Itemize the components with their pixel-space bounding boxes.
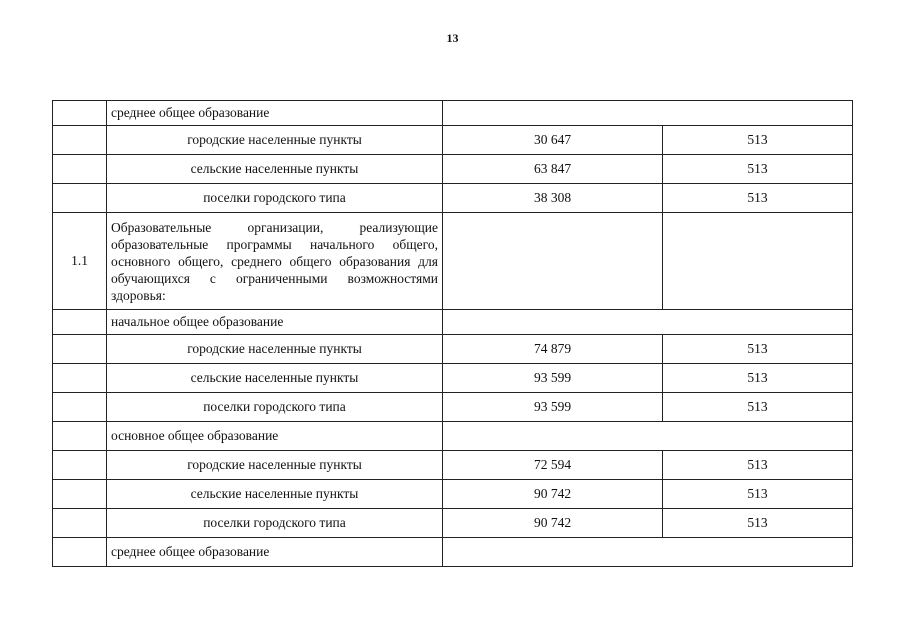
row-label: поселки городского типа	[107, 393, 443, 422]
value-cell: 63 847	[443, 155, 663, 184]
row-index-cell	[53, 422, 107, 451]
row-index-cell	[53, 101, 107, 126]
row-label: поселки городского типа	[107, 509, 443, 538]
value-cell: 513	[663, 126, 853, 155]
empty-cell	[443, 213, 663, 310]
value-cell: 30 647	[443, 126, 663, 155]
category-label: среднее общее образование	[107, 101, 443, 126]
table-row	[53, 509, 853, 538]
table-row	[53, 480, 853, 509]
row-label: городские населенные пункты	[107, 335, 443, 364]
value-cell: 513	[663, 155, 853, 184]
empty-cell	[443, 422, 853, 451]
table-row	[53, 155, 853, 184]
value-cell: 38 308	[443, 184, 663, 213]
value-cell: 93 599	[443, 364, 663, 393]
empty-cell	[663, 213, 853, 310]
row-label: городские населенные пункты	[107, 126, 443, 155]
empty-cell	[443, 101, 853, 126]
table-row	[53, 126, 853, 155]
empty-cell	[443, 538, 853, 567]
table-row	[53, 335, 853, 364]
value-cell: 513	[663, 393, 853, 422]
row-index-cell: 1.1	[53, 213, 107, 310]
table-row	[53, 101, 853, 126]
row-index-cell	[53, 184, 107, 213]
table-row	[53, 422, 853, 451]
cost-table-body	[53, 101, 853, 567]
section-description: Образовательные организации, реализующие образовательные программы начального общего, основного общего, среднего общего образования для обучающихся с ограниченными возможностями здоровья:	[107, 213, 443, 310]
row-index-cell	[53, 364, 107, 393]
row-index-cell	[53, 393, 107, 422]
row-index-cell	[53, 126, 107, 155]
category-label: основное общее образование	[107, 422, 443, 451]
row-index-cell	[53, 155, 107, 184]
row-label: городские населенные пункты	[107, 451, 443, 480]
row-index-cell	[53, 509, 107, 538]
table-row	[53, 184, 853, 213]
table-row	[53, 213, 853, 310]
value-cell: 74 879	[443, 335, 663, 364]
value-cell: 513	[663, 364, 853, 393]
value-cell: 90 742	[443, 480, 663, 509]
row-index-cell	[53, 335, 107, 364]
table-row	[53, 310, 853, 335]
value-cell: 513	[663, 480, 853, 509]
cost-table	[52, 100, 853, 567]
table-row	[53, 451, 853, 480]
empty-cell	[443, 310, 853, 335]
row-index-cell	[53, 538, 107, 567]
value-cell: 93 599	[443, 393, 663, 422]
row-label: сельские населенные пункты	[107, 480, 443, 509]
value-cell: 513	[663, 451, 853, 480]
row-label: поселки городского типа	[107, 184, 443, 213]
value-cell: 513	[663, 335, 853, 364]
row-index-cell	[53, 451, 107, 480]
table-row	[53, 393, 853, 422]
value-cell: 90 742	[443, 509, 663, 538]
row-label: сельские населенные пункты	[107, 155, 443, 184]
value-cell: 72 594	[443, 451, 663, 480]
value-cell: 513	[663, 509, 853, 538]
category-label: начальное общее образование	[107, 310, 443, 335]
row-label: сельские населенные пункты	[107, 364, 443, 393]
row-index-cell	[53, 310, 107, 335]
row-index-cell	[53, 480, 107, 509]
table-row	[53, 538, 853, 567]
value-cell: 513	[663, 184, 853, 213]
page-number: 13	[446, 31, 459, 45]
table-row	[53, 364, 853, 393]
category-label: среднее общее образование	[107, 538, 443, 567]
